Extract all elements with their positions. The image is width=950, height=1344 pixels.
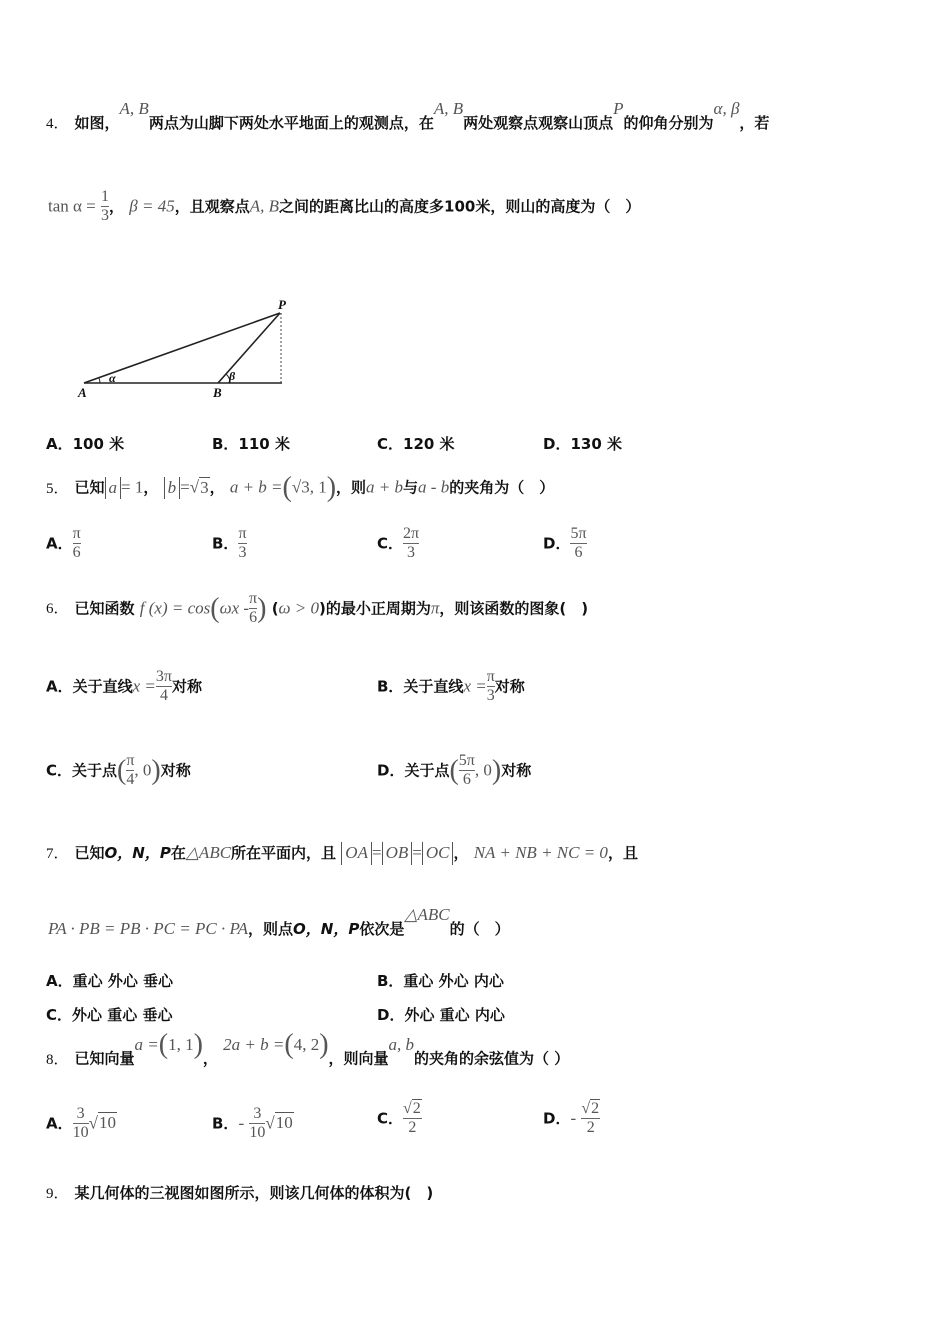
q8-number: 8． [46, 1051, 69, 1068]
fig-label-b: B [213, 385, 222, 400]
fig-label-p: P [278, 297, 286, 312]
q5-line: 5． 已知 a = 1， b =√3， a + b =(√3, 1)，则a + b与a - b的夹角为（ ） [46, 472, 555, 503]
q5-option-c[interactable]: C． $\frac{2\pi}{3}$ [377, 525, 420, 562]
q6-option-d[interactable]: D．关于点( $\frac{5\pi}{6}$ , 0)对称 [377, 752, 532, 789]
q8-option-c[interactable]: C． $\frac{√2}{2}$ [377, 1100, 421, 1137]
q5-abs-a: a [105, 477, 122, 499]
q9-line: 9． 某几何体的三视图如图所示，则该几何体的体积为( ) [46, 1184, 434, 1202]
q5-option-d[interactable]: D． $\frac{5\pi}{6}$ [543, 525, 587, 562]
q5-option-b[interactable]: B． $\frac{\pi}{3}$ [212, 525, 247, 562]
q6-option-b[interactable]: B．关于直线x = $\frac{\pi}{3}$ 对称 [377, 668, 525, 705]
q5-number: 5． [46, 480, 69, 497]
q8-line: 8． 已知向量a =(1, 1)， 2a + b =(4, 2)，则向量a, b的夹角的余弦值为（ ） [46, 1029, 570, 1068]
q4-option-a[interactable]: A．100 米 [46, 435, 125, 453]
q4-option-c[interactable]: C．120 米 [377, 435, 455, 453]
q6-option-a[interactable]: A．关于直线x = $\frac{3\pi}{4}$ 对称 [46, 668, 202, 705]
q5-option-a[interactable]: A． $\frac{\pi}{6}$ [46, 525, 81, 562]
q6-option-c[interactable]: C．关于点( $\frac{\pi}{4}$ , 0)对称 [46, 752, 191, 789]
fig-label-alpha: α [109, 371, 116, 385]
q4-number: 4． [46, 116, 69, 132]
q9-number: 9． [46, 1186, 69, 1202]
q4-option-d[interactable]: D．130 米 [543, 435, 622, 453]
q4-line1: 4． 如图，A, B两点为山脚下两处水平地面上的观测点，在A, B两处观察点观察山顶点P的仰角分别为α, β，若 [46, 99, 770, 132]
q8-option-d[interactable]: D．- $\frac{√2}{2}$ [543, 1100, 600, 1137]
q7-line2: PA · PB = PB · PC = PC · PA，则点O，N，P依次是△ABC的（ ） [48, 905, 510, 938]
q7-option-d[interactable]: D．外心 重心 内心 [377, 1006, 505, 1024]
q4-option-b[interactable]: B．110 米 [212, 435, 290, 453]
fig-label-a: A [78, 385, 87, 400]
q7-option-a[interactable]: A．重心 外心 垂心 [46, 972, 174, 990]
fig-label-beta: β [229, 369, 236, 383]
q5-abs-b: b [164, 477, 181, 499]
q6-number: 6． [46, 601, 69, 618]
q6-line: 6． 已知函数 f (x) = cos(ωx - $\frac{\pi}{6}$ ) (ω > 0)的最小正周期为π，则该函数的图象( ) [46, 590, 589, 627]
q4-tan-fraction: $\frac{1}{3}$ [101, 188, 109, 225]
q7-number: 7． [46, 846, 69, 862]
q8-option-a[interactable]: A． $\frac{3}{10}$ √10 [46, 1105, 116, 1142]
q8-option-b[interactable]: B．- $\frac{3}{10}$ √10 [212, 1105, 293, 1142]
q7-option-b[interactable]: B．重心 外心 内心 [377, 972, 504, 990]
q4-figure-triangle [70, 295, 300, 405]
q7-line1: 7． 已知O，N，P在△ABC所在平面内，且 OA = OB = OC ， NA + NB + NC = 0，且 [46, 842, 638, 865]
q4-line2: tan α = $\frac{1}{3}$ ， β = 45，且观察点A, B之间的距离比山的高度多100米，则山的高度为（ ） [48, 188, 641, 225]
q7-option-c[interactable]: C．外心 重心 垂心 [46, 1006, 173, 1024]
